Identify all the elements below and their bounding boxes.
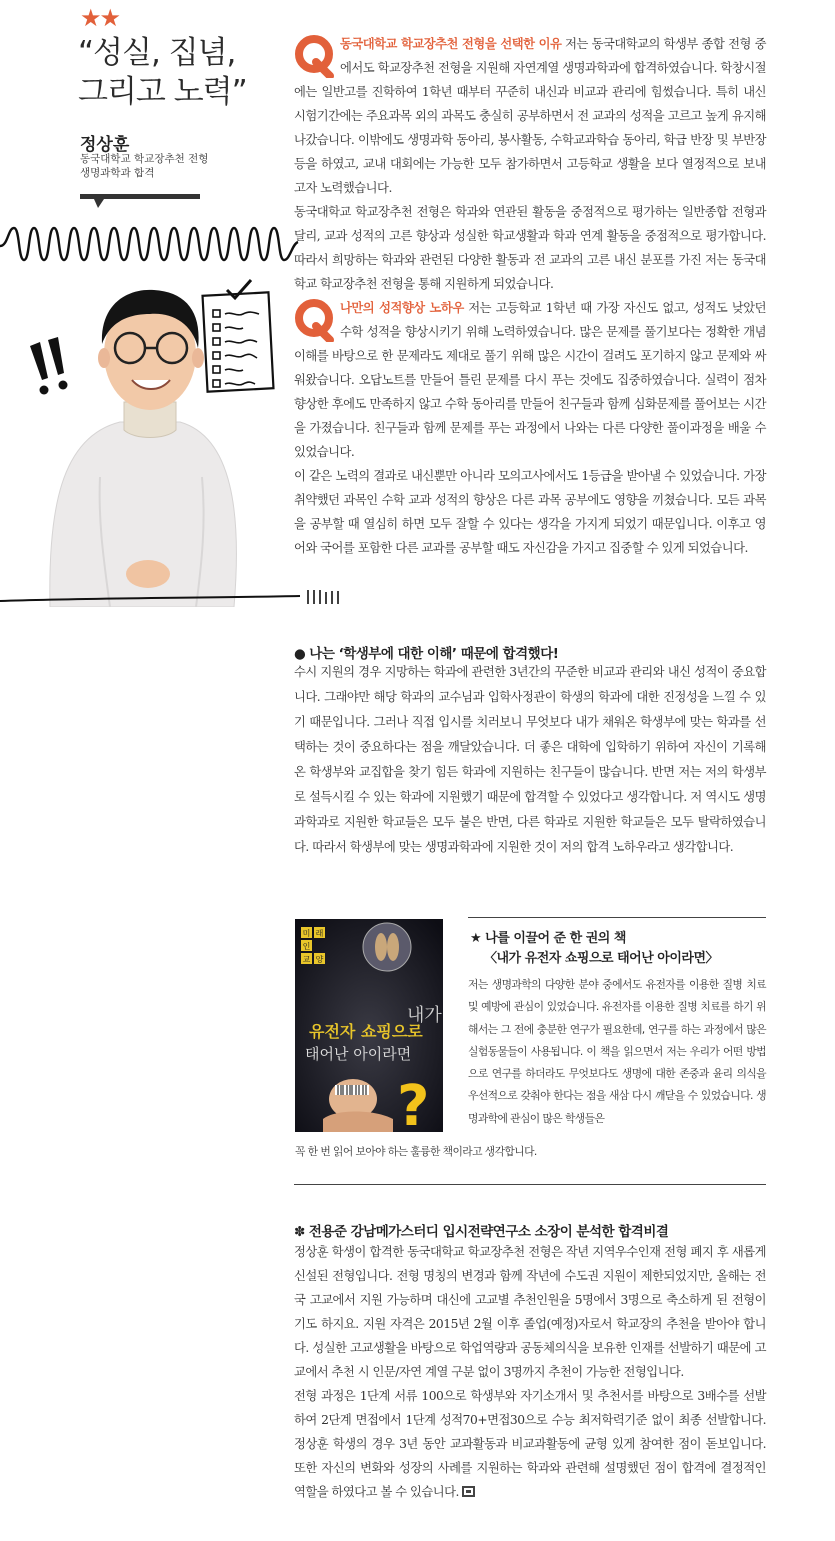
student-affiliation — [80, 152, 208, 180]
q-letter-icon — [294, 34, 334, 78]
cover-title-2: 유전자 쇼핑으로 — [309, 1022, 423, 1041]
qa-q1-body: 저는 동국대학교의 학생부 종합 전형 중에서도 학교장추천 전형을 지원해 자연계열 생명과학과에 합격하였습니다. 학창시절에는 일반고를 진학하여 1학년 때부터 꾸준히 내신과 비교과 관리에 힘썼습니다. 특히 내신 시험기간에는 주요과목 외의 과목도 충실히 공부하면서 전 교과의 성적을 고르고 높게 유지해나갔습니다. 이밖에도 생명과학 동아리, 봉사활동, 수학교과학습 동아리, 학급 반장 및 부반장 등을 하였고, 교내 대회에는 가능한 모두 참가하면서 고등학교 생활을 보다 열정적으로 보내고자 노력했습니다. — [294, 37, 766, 195]
q-letter-icon — [294, 298, 334, 342]
section-record-title: 나는 ‘학생부에 대한 이해’ 때문에 합격했다! — [309, 646, 559, 662]
qa-q2-body-2: 이 같은 노력의 결과로 내신뿐만 아니라 모의고사에서도 1등급을 받아낼 수 있었습니다. 가장 취약했던 과목인 수학 교과 성적의 향상은 다른 과목 공부에도 영향을 끼쳤습니다. 모든 과목을 공부할 때 열심히 하면 모두 잘할 수 있다는 생각을 가지게 되었기 때문입니다. 이후고 영어와 국어를 포함한 다른 교과를 공부할 때도 자신감을 가지고 집중할 수 있게 되었습니다. — [294, 469, 766, 555]
cover-series-5: 양 — [315, 955, 324, 964]
section-record-body — [294, 660, 766, 860]
book-heading-line-2: 〈내가 유전자 쇼핑으로 태어난 아이라면〉 — [484, 951, 719, 966]
section-record-text: 수시 지원의 경우 지망하는 학과에 관련한 3년간의 꾸준한 비교과 관리와 내신 성적이 중요합니다. 그래야만 해당 학과의 교수님과 입학사정관이 학생의 학과에 대한 진정성을 느낄 수 있기 때문입니다. 그러나 직접 입시를 치러보니 무엇보다 내가 채워온 학생부에 맞는 학과를 선택하는 것이 중요하다는 점을 깨달았습니다. 더 좋은 대학에 입학하기 위하여 자신이 기록해온 학생부와 교집합을 찾기 힘든 학과에 지원하는 친구들이 많습니다. 반면 저는 저의 학생부로 설득시킬 수 있는 학과에 지원했기 때문에 합격할 수 있었다고 생각합니다. 저 역시도 생명과학과로 지원한 학교들은 모두 붙은 반면, 다른 학과로 지원한 학교들은 모두 탈락하였습니다. 따라서 학생부에 맞는 생명과학과에 지원한 것이 저의 합격 노하우라고 생각합니다. — [294, 665, 766, 854]
headline — [78, 34, 278, 112]
cover-question-mark-icon: ? — [397, 1074, 430, 1132]
cover-series-1: 미 — [302, 929, 311, 938]
analysis-paragraph-2-text: 전형 과정은 1단계 서류 100으로 학생부와 자기소개서 및 추천서를 바탕으로 3배수를 선발하여 2단계 면접에서 1단계 성적70+면접30으로 수능 최저학력기준 없이 최종 선발합니다. 정상훈 학생의 경우 3년 동안 교과활동과 비교과활동에 균형 있게 참여한 점이 돋보입니다. 또한 자신의 변화와 성장의 사례를 지원하는 학과와 관련해 설명했던 점이 합격에 결정적인 역할을 하였다고 볼 수 있습니다. — [294, 1389, 766, 1499]
cover-series-4: 교 — [302, 955, 311, 964]
flower-icon: ✽ — [294, 1224, 305, 1240]
name-bar-tip — [94, 199, 104, 208]
headline-line-1: “성실, 집념, — [78, 35, 236, 71]
baseline-doodle — [0, 588, 345, 608]
book-top-rule — [468, 917, 766, 918]
qa-q2-body: 저는 고등학교 1학년 때 가장 자신도 없고, 성적도 낮았던 수학 성적을 향상시키기 위해 노력하였습니다. 많은 문제를 풀기보다는 정확한 개념 이해를 바탕으로 한 문제라도 제대로 풀기 위해 많은 시간이 걸려도 포기하지 않고 문제와 싸워왔습니다. 오답노트를 만들어 틀린 문제를 다시 푸는 것에도 집중하였습니다. 실력이 점차 향상한 후에도 만족하지 않고 수학 동아리를 만들어 친구들과 함께 심화문제를 풀어보는 시간을 가졌습니다. 친구들과 함께 문제를 푸는 과정에서 나와는 다른 다양한 풀이과정을 배울 수 있었습니다. — [294, 301, 766, 459]
cover-series-2: 래 — [315, 929, 324, 938]
qa-q2-title: 나만의 성적향상 노하우 — [340, 300, 464, 315]
analysis-paragraph-1: 정상훈 학생이 합격한 동국대학교 학교장추천 전형은 작년 지역우수인재 전형 폐지 후 새롭게 신설된 전형입니다. 전형 명칭의 변경과 함께 작년에 수도권 지원이 제한되었지만, 올해는 전국 고교에서 지원 가능하며 대신에 고교별 추천인원을 5명에서 3명으로 축소하게 된 전형이기도 하지요. 지원 자격은 2015년 2월 이후 졸업(예정)자로서 학교장의 추천을 받아야 합니다. 성실한 고교생활을 바탕으로 학업역량과 공동체의식을 보유한 인재를 선발하기 때문에 고교에서 추천 시 인문/자연 계열 구분 없이 3명까지 추천이 가능한 전형입니다. — [294, 1245, 766, 1379]
apple-icon: ● — [294, 646, 306, 662]
book-review-text: 저는 생명과학의 다양한 분야 중에서도 유전자를 이용한 질병 치료 및 예방에 관심이 있었습니다. 유전자를 이용한 질병 치료를 하기 위해서는 그 전에 충분한 연구가 필요한데, 연구를 하는 과정에서 많은 실험동물들이 사용됩니다. 이 책을 읽으면서 저는 우리가 어떤 방법으로 연구를 하더라도 무엇보다도 생명에 대한 존중과 윤리 의식을 우선적으로 갖춰야 한다는 점을 새삼 다시 깨닫을 수 있었습니다. 생명과학에 관심이 많은 학생들은 — [468, 978, 766, 1125]
analysis-paragraph-2 — [294, 1384, 766, 1504]
book-cover — [295, 919, 443, 1132]
exclamation-doodle-icon — [30, 337, 68, 395]
analysis-title: 전용준 강남메가스터디 입시전략연구소 소장이 분석한 합격비결 — [308, 1224, 669, 1240]
qa-q2-paragraph — [294, 296, 766, 464]
book-heading-line-1: ★ 나를 이끌어 준 한 권의 책 — [470, 931, 626, 946]
affiliation-line-2: 생명과학과 합격 — [80, 167, 155, 179]
book-review-tail: 꼭 한 번 읽어 보아야 하는 훌륭한 책이라고 생각합니다. — [295, 1145, 537, 1158]
checklist-doodle-icon — [203, 280, 274, 392]
book-bottom-rule — [294, 1184, 766, 1185]
headline-line-2: 그리고 노력” — [78, 74, 247, 110]
qa-q1-paragraph — [294, 32, 766, 200]
cover-title-3: 태어난 아이라면 — [305, 1045, 412, 1063]
analysis-heading — [294, 1220, 668, 1240]
rating-stars: ★★ — [80, 4, 120, 32]
qa-column — [294, 32, 766, 560]
qa-q1-title: 동국대학교 학교장추천 전형을 선택한 이유 — [340, 36, 562, 51]
end-mark-icon — [462, 1486, 475, 1497]
student-name: 정상훈 — [80, 135, 130, 155]
cover-series-3: 인 — [302, 942, 311, 951]
analysis-body — [294, 1240, 766, 1504]
student-photo — [20, 262, 290, 607]
book-heading — [470, 929, 718, 969]
section-record-heading — [294, 642, 558, 662]
cover-title-1: 내가 — [407, 1005, 442, 1026]
qa-q1-body-2: 동국대학교 학교장추천 전형은 학과와 연관된 활동을 중점적으로 평가하는 일반종합 전형과 달리, 교과 성적의 고른 향상과 성실한 학교생활과 학과 연계 활동을 중점적으로 평가합니다. 따라서 희망하는 학과와 관련된 다양한 활동과 전 교과의 고른 내신 분포를 가진 저는 동국대학교 학교장추천 전형을 통해 지원하게 되었습니다. — [294, 205, 766, 291]
affiliation-line-1: 동국대학교 학교장추천 전형 — [80, 153, 209, 165]
